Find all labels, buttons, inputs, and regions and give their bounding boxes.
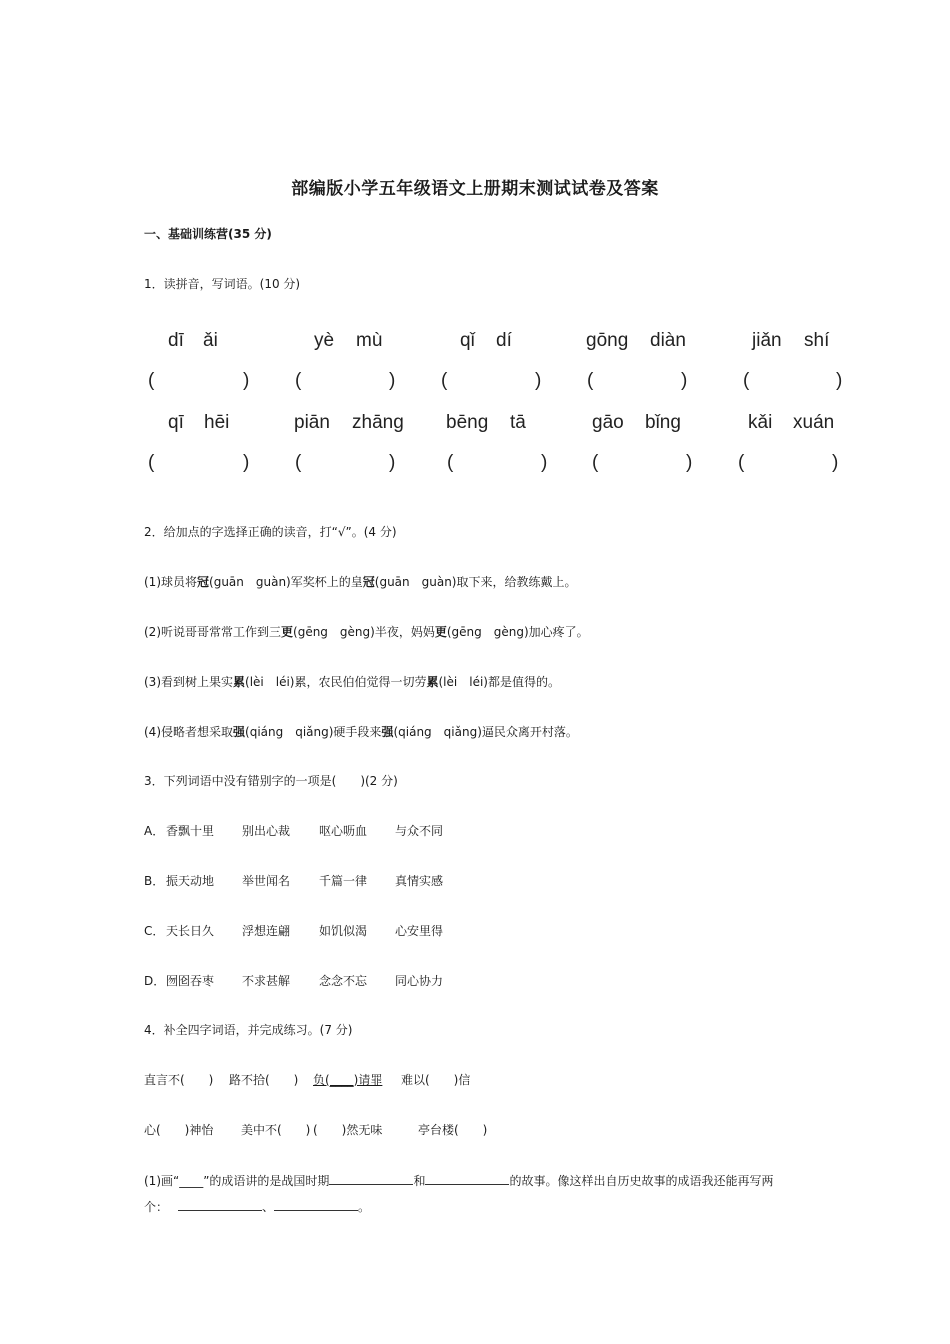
idiom-blank: 心( )神怡 (144, 1123, 214, 1137)
dotted-char: 冠 (197, 575, 210, 589)
idiom-line (144, 1072, 470, 1088)
option-word: 振天动地 (166, 874, 215, 888)
pinyin-syllable: kǎi (748, 412, 773, 433)
dotted-char: 强 (381, 725, 394, 739)
pinyin-syllable: jiǎn (752, 330, 782, 351)
answer-paren-open: ( (592, 452, 599, 473)
question-1-stem: 1．读拼音，写词语。(10 分) (144, 277, 301, 291)
option-word: 香飘十里 (166, 824, 215, 838)
pinyin-syllable: mù (356, 330, 383, 351)
question-3-stem: 3．下列词语中没有错别字的一项是( )(2 分) (144, 774, 398, 788)
pinyin-syllable: xuán (793, 412, 835, 433)
idiom-blank: 难以( )信 (401, 1073, 471, 1087)
option-word: 囫囵吞枣 (166, 974, 215, 988)
option-d (144, 973, 443, 989)
option-word: 与众不同 (395, 824, 444, 838)
pinyin-syllable: zhāng (352, 412, 404, 433)
option-label: A． (144, 824, 165, 838)
pinyin-syllable: gōng (586, 330, 629, 351)
item-text: (qiáng qiǎng)逼民众离开村落。 (393, 725, 578, 739)
idiom-blank: 路不拾( ) (229, 1073, 299, 1087)
answer-blank[interactable] (178, 1198, 262, 1211)
answer-paren-open: ( (295, 370, 302, 391)
pinyin-syllable: hēi (204, 412, 230, 433)
pinyin-syllable: diàn (650, 330, 686, 351)
question-4-sub-1-cont (144, 1198, 370, 1215)
answer-paren-open: ( (441, 370, 448, 391)
dotted-char: 累 (233, 675, 246, 689)
item-text: (guān guàn)取下来，给教练戴上。 (374, 575, 577, 589)
option-c (144, 923, 443, 939)
option-word: 千篇一律 (319, 874, 368, 888)
idiom-line (144, 1122, 487, 1138)
question-2-item (144, 674, 560, 690)
answer-paren-open: ( (743, 370, 750, 391)
answer-paren-open: ( (447, 452, 454, 473)
pinyin-syllable: gāo (592, 412, 624, 433)
answer-paren-close: ) (243, 452, 250, 473)
pinyin-syllable: shí (804, 330, 830, 351)
answer-paren-open: ( (587, 370, 594, 391)
answer-paren-close: ) (686, 452, 693, 473)
item-text: (4)侵略者想采取 (144, 725, 233, 739)
item-text: (lèi léi)都是值得的。 (438, 675, 560, 689)
option-word: 天长日久 (166, 924, 215, 938)
answer-paren-open: ( (148, 452, 155, 473)
pinyin-syllable: yè (314, 330, 335, 351)
option-word: 真情实感 (395, 874, 444, 888)
dotted-char: 冠 (362, 575, 375, 589)
item-text: (qiáng qiǎng)硬手段来 (245, 725, 382, 739)
option-word: 如饥似渴 (319, 924, 368, 938)
option-word: 不求甚解 (242, 974, 291, 988)
option-a (144, 823, 443, 839)
answer-paren-close: ) (836, 370, 843, 391)
item-text: (1)球员将 (144, 575, 197, 589)
idiom-blank: 亭台楼( ) (418, 1123, 488, 1137)
pinyin-syllable: bēng (446, 412, 489, 433)
pinyin-syllable: dī (168, 330, 184, 351)
question-2-item (144, 724, 578, 740)
option-word: 同心协力 (395, 974, 444, 988)
dotted-char: 累 (426, 675, 439, 689)
sub-text: 。 (358, 1200, 371, 1214)
option-word: 念念不忘 (319, 974, 368, 988)
idiom-blank: 负(____)请罪 (313, 1073, 383, 1087)
item-text: (lèi léi)累，农民伯伯觉得一切劳 (245, 675, 427, 689)
answer-blank[interactable] (425, 1172, 509, 1185)
question-4-sub-1 (144, 1172, 773, 1189)
dotted-char: 更 (281, 625, 294, 639)
idiom-blank: 美中不( ) (241, 1123, 311, 1137)
sub-text: 的故事。像这样出自历史故事的成语我还能再写两 (509, 1174, 774, 1188)
idiom-blank: 直言不( ) (144, 1073, 214, 1087)
option-label: D． (144, 974, 166, 988)
item-text: (guān guàn)军奖杯上的皇 (209, 575, 363, 589)
answer-paren-close: ) (541, 452, 548, 473)
pinyin-syllable: piān (294, 412, 330, 433)
option-word: 举世闻名 (242, 874, 291, 888)
answer-paren-close: ) (832, 452, 839, 473)
answer-paren-close: ) (389, 452, 396, 473)
answer-paren-close: ) (681, 370, 688, 391)
item-text: (gēng gèng)加心疼了。 (446, 625, 589, 639)
pinyin-syllable: bǐng (645, 412, 681, 433)
question-2-item (144, 624, 589, 640)
answer-paren-close: ) (389, 370, 396, 391)
sub-text: 、 (262, 1200, 275, 1214)
answer-paren-close: ) (535, 370, 542, 391)
pinyin-syllable: ǎi (203, 330, 218, 351)
option-label: C． (144, 924, 165, 938)
sub-text: (1)画“____”的成语讲的是战国时期 (144, 1174, 330, 1188)
option-word: 呕心呖血 (319, 824, 368, 838)
item-text: (gēng gèng)半夜，妈妈 (293, 625, 435, 639)
option-label: B． (144, 874, 165, 888)
item-text: (3)看到树上果实 (144, 675, 233, 689)
sub-text: 个： (144, 1200, 169, 1214)
section-heading: 一、基础训练营(35 分) (144, 227, 272, 241)
pinyin-syllable: qǐ (460, 330, 475, 351)
answer-blank[interactable] (329, 1172, 413, 1185)
answer-paren-open: ( (738, 452, 745, 473)
option-word: 心安里得 (395, 924, 444, 938)
item-text: (2)听说哥哥常常工作到三 (144, 625, 281, 639)
answer-paren-open: ( (148, 370, 155, 391)
option-word: 浮想连翩 (242, 924, 291, 938)
sub-text: 和 (413, 1174, 426, 1188)
option-word: 别出心裁 (242, 824, 291, 838)
page-title: 部编版小学五年级语文上册期末测试试卷及答案 (291, 179, 659, 199)
option-b (144, 873, 443, 889)
dotted-char: 更 (434, 625, 447, 639)
answer-paren-close: ) (243, 370, 250, 391)
question-4-stem: 4．补全四字词语，并完成练习。(7 分) (144, 1023, 353, 1037)
dotted-char: 强 (233, 725, 246, 739)
question-2-stem: 2．给加点的字选择正确的读音，打“√”。(4 分) (144, 525, 397, 539)
answer-paren-open: ( (295, 452, 302, 473)
pinyin-syllable: dí (496, 330, 512, 351)
question-2-item (144, 574, 577, 590)
answer-blank[interactable] (274, 1198, 358, 1211)
pinyin-syllable: qī (168, 412, 184, 433)
pinyin-syllable: tā (510, 412, 526, 433)
idiom-blank: ( )然无味 (313, 1123, 383, 1137)
